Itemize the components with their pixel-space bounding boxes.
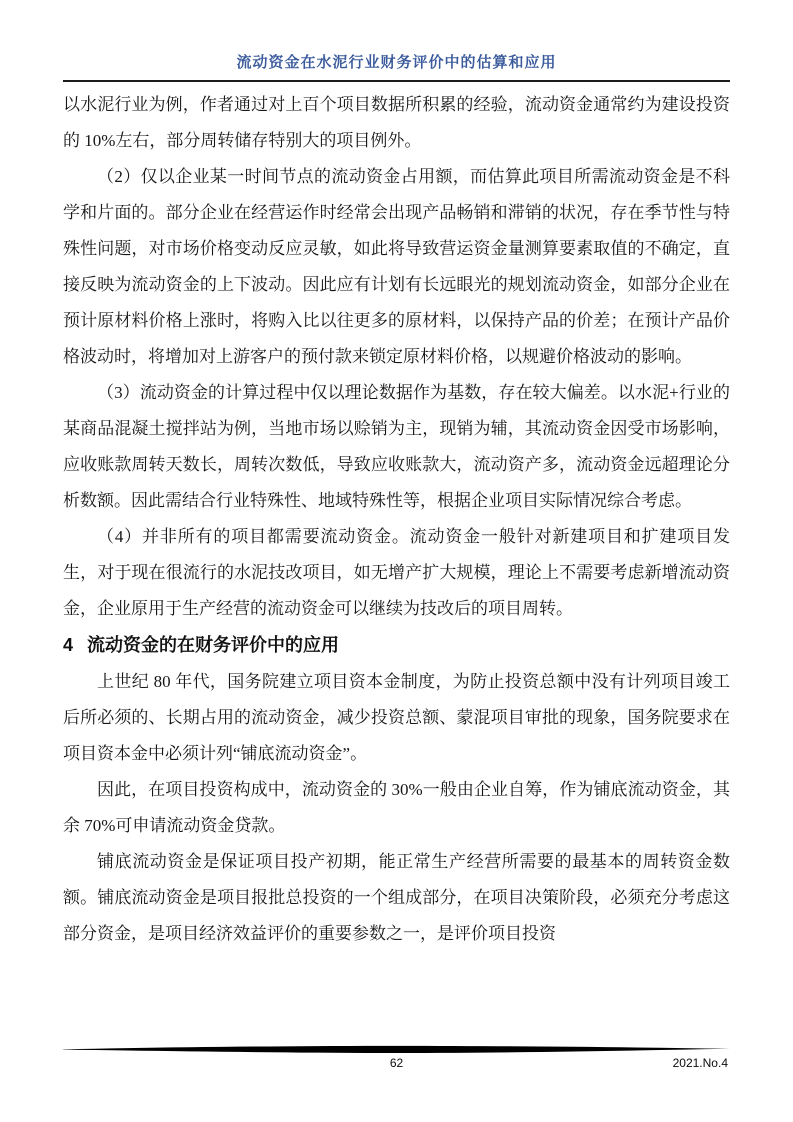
section-heading <box>63 632 730 658</box>
section-number: 4 <box>63 635 74 655</box>
header-rule <box>63 80 730 82</box>
issue-label: 2021.No.4 <box>672 1056 728 1070</box>
document-body <box>63 87 730 952</box>
paragraph-initial-working-capital: 铺底流动资金是保证项目投产初期，能正常生产经营所需要的最基本的周转资金数额。铺底流动资金是项目报批总投资的一个组成部分，在项目决策阶段，必须充分考虑这部分资金，是项目经济效益评价的重要参数之一，是评价项目投资 <box>63 852 730 943</box>
paragraph-30-70-split: 因此，在项目投资构成中，流动资金的 30%一般由企业自筹，作为铺底流动资金，其余 70%可申请流动资金贷款。 <box>63 780 730 835</box>
page-header <box>63 54 730 82</box>
paragraph-item-4: （4）并非所有的项目都需要流动资金。流动资金一般针对新建项目和扩建项目发生，对于现在很流行的水泥技改项目，如无增产扩大规模，理论上不需要考虑新增流动资金，企业原用于生产经营的流动资金可以继续为技改后的项目周转。 <box>63 527 730 618</box>
paragraph-item-3: （3）流动资金的计算过程中仅以理论数据作为基数，存在较大偏差。以水泥+行业的某商品混凝土搅拌站为例，当地市场以赊销为主，现销为辅，其流动资金因受市场影响，应收账款周转天数长，周转次数低，导致应收账款大，流动资产多，流动资金远超理论分析数额。因此需结合行业特殊性、地域特殊性等，根据企业项目实际情况综合考虑。 <box>63 383 730 510</box>
paragraph-continuation: 以水泥行业为例，作者通过对上百个项目数据所积累的经验，流动资金通常约为建设投资的 10%左右，部分周转储存特别大的项目例外。 <box>63 95 730 150</box>
paragraph-item-2: （2）仅以企业某一时间节点的流动资金占用额，而估算此项目所需流动资金是不科学和片面的。部分企业在经营运作时经常会出现产品畅销和滞销的状况，存在季节性与特殊性问题，对市场价格变动反应灵敏，如此将导致营运资金量测算要素取值的不确定，直接反映为流动资金的上下波动。因此应有计划有长远眼光的规划流动资金，如部分企业在预计原材料价格上涨时，将购入比以往更多的原材料，以保持产品的价差；在预计产品价格波动时，将增加对上游客户的预付款来锁定原材料价格，以规避价格波动的影响。 <box>63 167 730 366</box>
page-number: 62 <box>389 1056 404 1070</box>
footer-text-row <box>63 1056 730 1074</box>
page-footer <box>63 1044 730 1074</box>
paragraph-capital-system: 上世纪 80 年代，国务院建立项目资本金制度，为防止投资总额中没有计列项目竣工后所必须的、长期占用的流动资金，减少投资总额、蒙混项目审批的现象，国务院要求在项目资本金中必须计列“铺底流动资金”。 <box>63 672 730 763</box>
running-header-title: 流动资金在水泥行业财务评价中的估算和应用 <box>236 55 557 71</box>
footer-separator-bar <box>63 1044 730 1055</box>
section-title: 流动资金的在财务评价中的应用 <box>87 635 340 655</box>
